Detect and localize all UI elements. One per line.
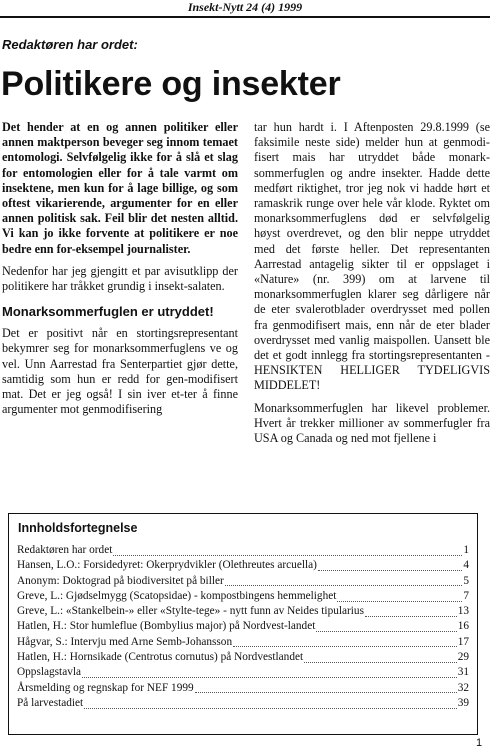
toc-entry[interactable] — [17, 558, 469, 573]
toc-leader — [113, 546, 462, 556]
toc-entry-title: Oppslagstavla — [17, 666, 82, 679]
toc-entry-page: 4 — [463, 559, 469, 572]
toc-entry-page: 31 — [457, 666, 469, 679]
toc-entry-page: 7 — [463, 589, 469, 602]
toc-entry-title: Hågvar, S.: Intervju med Arne Semb-Johansson — [17, 635, 233, 648]
toc-entry-title: Hansen, L.O.: Forsidedyret: Okerprydvikler (Olethreutes arcuella) — [17, 559, 317, 572]
toc-entry-page: 16 — [457, 620, 469, 633]
toc-entry-title: Greve, L.: Gjødselmygg (Scatopsidae) - kompostbingens hemmelighet — [17, 589, 337, 602]
toc-entry[interactable] — [17, 665, 469, 680]
toc-entry[interactable] — [17, 543, 469, 558]
toc-entry-page: 39 — [457, 696, 469, 709]
toc-entry[interactable] — [17, 574, 469, 589]
toc-leader — [365, 607, 457, 617]
toc-leader — [316, 622, 456, 632]
toc-entry[interactable] — [17, 696, 469, 711]
body-paragraph: tar hun hardt i. I Aftenposten 29.8.1999 (se faksimile neste side) melder hun at genmodi-fisert mais har utryddet både monark-sommerfuglen og andre insekter. Hadde dette medført riktighet, tror jeg nok vi hadde hørt et ramaskrik runge over hele vår klode. Ryktet om monarksommerfuglens død er selvfølgelig høyst overdrevet, og den blir neppe utryddet med det første heller. Det representanten Aarrestad antagelig sikter til er oppslaget i «Nature» (nr. 399) om at larvene til monarksommerfuglen klarer seg dårligere når de eter svalerotblader overdrysset med pollen fra genmodifisert mais, enn når de eter blader overdrysset med vanlig maispollen. Uansett ble det et godt innlegg fra stortingsrepresentanten - HENSIKTEN HELLIGER TYDELIGVIS MIDDELET! — [254, 120, 490, 393]
toc-entry-page: 5 — [463, 574, 469, 587]
toc-leader — [304, 653, 457, 663]
page-number: 1 — [476, 737, 483, 749]
header-rule — [0, 16, 490, 18]
toc-entry[interactable] — [17, 635, 469, 650]
toc-entry[interactable] — [17, 604, 469, 619]
toc-entry[interactable] — [17, 589, 469, 604]
column-kicker: Redaktøren har ordet: — [2, 37, 138, 52]
toc-entry-title: Redaktøren har ordet — [17, 544, 113, 556]
intro-paragraph: Det hender at en og annen politiker eller annen maktperson beveger seg innom temaet entomologi. Selvfølgelig ikke for å slå et slag for entomologien eller for å tale varmt om insektene, men kun for å lage billige, og som oftest vikarierende, argumenter for en eller annen politisk sak. Feil blir det nesten alltid. Vi kan jo ikke forvente at politikere er noe bedre enn for-eksempel journalister. — [2, 120, 238, 256]
toc-title: Innholdsfortegnelse — [18, 521, 138, 535]
body-paragraph: Nedenfor har jeg gjengitt et par avisutklipp der politikere har tråkket grundig i insekt-salaten. — [2, 263, 238, 294]
body-paragraph: Monarksommerfuglen har likevel problemer. Hvert år trekker millioner av sommerfugler fra USA og Canada og ned mot fjellene i — [254, 400, 490, 446]
toc-entry-title: Årsmelding og regnskap for NEF 1999 — [17, 681, 194, 694]
toc-entry-page: 32 — [457, 681, 469, 694]
toc-entry-title: Greve, L.: «Stankelbein-» eller «Stylte-tege» - nytt funn av Neides tipularius — [17, 605, 364, 618]
toc-list — [17, 543, 469, 711]
toc-entry[interactable] — [17, 650, 469, 665]
toc-leader — [82, 668, 457, 678]
toc-entry-title: Anonym: Doktograd på biodiversitet på biller — [17, 574, 224, 587]
toc-entry-page: 1 — [463, 544, 469, 556]
toc-leader — [337, 592, 462, 602]
toc-entry-title: Hatlen, H.: Hornsikade (Centrotus cornutus) på Nordvestlandet — [17, 651, 304, 664]
toc-entry-page: 13 — [457, 605, 469, 618]
right-column — [254, 120, 490, 453]
running-head: Insekt-Nytt 24 (4) 1999 — [187, 0, 303, 14]
toc-leader — [84, 699, 457, 709]
left-column — [2, 120, 238, 427]
toc-entry-title: På larvestadiet — [17, 696, 84, 709]
article-title: Politikere og insekter — [1, 65, 341, 103]
toc-leader — [318, 561, 462, 571]
toc-entry-title: Hatlen, H.: Stor humleflue (Bombylius major) på Nordvest-landet — [17, 620, 316, 633]
toc-leader — [233, 637, 457, 647]
section-subheading: Monarksommerfuglen er utryddet! — [2, 304, 214, 320]
table-of-contents — [8, 513, 478, 735]
toc-entry-page: 17 — [457, 635, 469, 648]
toc-entry-page: 29 — [457, 651, 469, 664]
toc-entry[interactable] — [17, 681, 469, 696]
toc-leader — [225, 576, 463, 586]
toc-entry[interactable] — [17, 619, 469, 634]
toc-leader — [195, 683, 457, 693]
body-paragraph: Det er positivt når en stortingsrepresentant bekymrer seg for monarksommerfuglens ve og vel. Unn Aarrestad fra Senterpartiet gjør dette, samtidig som hun er redd for gen-modifisert mat. Det er jeg også! I sin iver et-ter å finne argumenter mot genmodifisering — [2, 326, 238, 417]
